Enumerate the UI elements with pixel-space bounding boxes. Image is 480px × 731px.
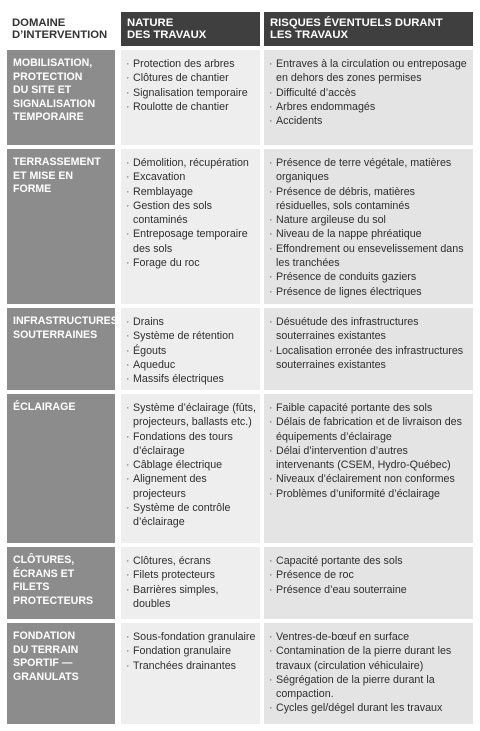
list-item: · Niveaux d’éclairement non conformes	[268, 472, 469, 486]
nature-cell-list	[121, 50, 260, 114]
list-item: · Présence de roc	[268, 568, 469, 582]
nature-cell-list	[121, 308, 260, 386]
list-item: · Aqueduc	[125, 358, 256, 372]
domain-label: CLÔTURES, ÉCRANS ET FILETS PROTECTEURS	[13, 554, 94, 607]
header-nature	[121, 12, 260, 46]
list-item: · Problèmes d’uniformité d’éclairage	[268, 487, 469, 501]
domain-label: FONDATION DU TERRAIN SPORTIF — GRANULATS	[13, 630, 79, 683]
list-item: · Entraves à la circulation ou entreposage en dehors des zones permises	[268, 57, 469, 86]
list-item: · Signalisation temporaire	[125, 86, 256, 100]
list-item: · Système de rétention	[125, 329, 256, 343]
risks-cell-list	[264, 149, 473, 299]
list-item: · Difficulté d’accès	[268, 86, 469, 100]
nature-cell	[121, 308, 260, 390]
risks-cell	[264, 623, 473, 724]
list-item: · Démolition, récupération	[125, 156, 256, 170]
header-risks	[264, 12, 473, 46]
list-item: · Clôtures de chantier	[125, 71, 256, 85]
list-item: · Fondation granulaire	[125, 644, 256, 658]
domain-label: INFRASTRUCTURES SOUTERRAINES	[13, 315, 118, 341]
list-item: · Accidents	[268, 114, 469, 128]
header-risks-label: RISQUES ÉVENTUELS DURANT LES TRAVAUX	[270, 17, 443, 41]
list-item: · Arbres endommagés	[268, 100, 469, 114]
domain-label: ÉCLAIRAGE	[13, 401, 76, 413]
risks-cell-list	[264, 394, 473, 501]
list-item: · Niveau de la nappe phréatique	[268, 227, 469, 241]
list-item: · Désuétude des infrastructures souterraines existantes	[268, 315, 469, 344]
list-item: · Tranchées drainantes	[125, 659, 256, 673]
list-item: · Contamination de la pierre durant les travaux (circulation véhiculaire)	[268, 644, 469, 673]
table-row	[0, 394, 480, 543]
list-item: · Faible capacité portante des sols	[268, 401, 469, 415]
list-item: · Nature argileuse du sol	[268, 213, 469, 227]
list-item: · Entreposage temporaire des sols	[125, 227, 256, 256]
table-row	[0, 308, 480, 390]
list-item: · Présence de débris, matières résiduelles, sols contaminés	[268, 185, 469, 214]
list-item: · Capacité portante des sols	[268, 554, 469, 568]
list-item: · Fondations des tours d’éclairage	[125, 430, 256, 459]
list-item: · Alignement des projecteurs	[125, 472, 256, 501]
risks-cell-list	[264, 308, 473, 372]
nature-cell	[121, 623, 260, 724]
nature-cell	[121, 50, 260, 145]
list-item: · Drains	[125, 315, 256, 329]
domain-cell	[7, 547, 115, 619]
header-domain	[7, 12, 115, 46]
list-item: · Filets protecteurs	[125, 568, 256, 582]
list-item: · Gestion des sols contaminés	[125, 199, 256, 228]
list-item: · Câblage électrique	[125, 458, 256, 472]
list-item: · Protection des arbres	[125, 57, 256, 71]
list-item: · Présence de terre végétale, matières organiques	[268, 156, 469, 185]
list-item: · Barrières simples, doubles	[125, 583, 256, 612]
list-item: · Système d’éclairage (fûts, projecteurs, ballasts etc.)	[125, 401, 256, 430]
list-item: · Massifs électriques	[125, 372, 256, 386]
risks-cell	[264, 308, 473, 390]
domain-cell	[7, 623, 115, 724]
risks-cell-list	[264, 547, 473, 597]
risks-cell	[264, 394, 473, 543]
risks-cell	[264, 50, 473, 145]
table-row	[0, 623, 480, 724]
domain-cell	[7, 149, 115, 304]
domain-label: TERRASSEMENT ET MISE EN FORME	[13, 156, 101, 195]
nature-cell-list	[121, 149, 260, 270]
risks-cell	[264, 149, 473, 304]
nature-cell-list	[121, 547, 260, 611]
list-item: · Cycles gel/dégel durant les travaux	[268, 701, 469, 715]
list-item: · Forage du roc	[125, 256, 256, 270]
list-item: · Roulotte de chantier	[125, 100, 256, 114]
nature-cell	[121, 547, 260, 619]
nature-cell	[121, 149, 260, 304]
list-item: · Excavation	[125, 170, 256, 184]
list-item: · Système de contrôle d’éclairage	[125, 501, 256, 530]
list-item: · Clôtures, écrans	[125, 554, 256, 568]
risks-cell-list	[264, 623, 473, 716]
list-item: · Sous-fondation granulaire	[125, 630, 256, 644]
list-item: · Délai d’intervention d’autres intervenants (CSEM, Hydro-Québec)	[268, 444, 469, 473]
list-item: · Égouts	[125, 344, 256, 358]
domain-cell	[7, 308, 118, 390]
nature-cell	[121, 394, 260, 543]
header-domain-label: DOMAINE D’INTERVENTION	[12, 17, 108, 41]
risks-cell-list	[264, 50, 473, 128]
table-row	[0, 149, 480, 304]
list-item: · Remblayage	[125, 185, 256, 199]
table-row	[0, 50, 480, 145]
list-item: · Présence de conduits gaziers	[268, 270, 469, 284]
list-item: · Ventres-de-bœuf en surface	[268, 630, 469, 644]
domain-cell	[7, 394, 115, 543]
list-item: · Ségrégation de la pierre durant la compaction.	[268, 673, 469, 702]
nature-cell-list	[121, 623, 260, 673]
list-item: · Présence d’eau souterraine	[268, 583, 469, 597]
risks-cell	[264, 547, 473, 619]
list-item: · Localisation erronée des infrastructures souterraines existantes	[268, 344, 469, 373]
nature-cell-list	[121, 394, 260, 530]
domain-cell	[7, 50, 115, 145]
list-item: · Présence de lignes électriques	[268, 285, 469, 299]
table-row	[0, 547, 480, 619]
header-nature-label: NATURE DES TRAVAUX	[127, 17, 207, 41]
list-item: · Délais de fabrication et de livraison des équipements d’éclairage	[268, 415, 469, 444]
list-item: · Effondrement ou ensevelissement dans les tranchées	[268, 242, 469, 271]
domain-label: MOBILISATION, PROTECTION DU SITE ET SIGNALISATION TEMPORAIRE	[13, 57, 96, 123]
